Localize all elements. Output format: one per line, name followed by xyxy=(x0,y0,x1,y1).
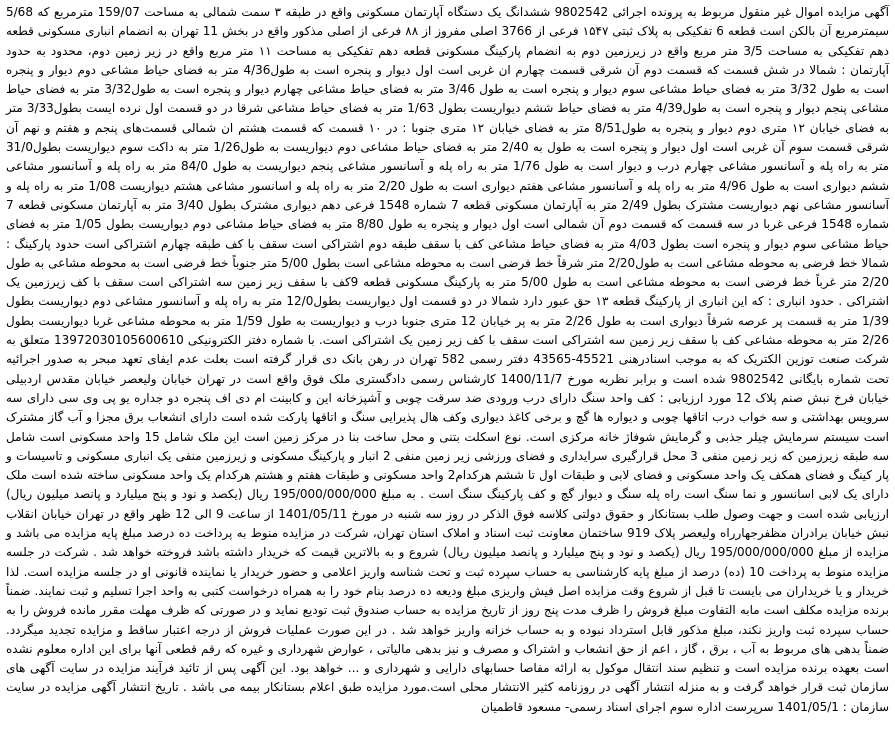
auction-notice-text: آگهی مزایده اموال غیر منقول مربوط به پرونده اجرائی 9802542 ششدانگ یک دستگاه آپارتمان مسکونی واقع در طبقه ۳ سمت شمالی به مساحت 159/07 مترمربع که 5/68 سیمترمربع آن بالکن است قطعه 6 تفکیکی به پلاک ثبتی ۱۵۴۷ فرعی از 3766 اصلی مفروز از ۸۸ فرعی از اصلی مذکور واقع در بخش 11 تهران به انضمام انباری مسکونی قطعه دهم تفکیکی به مساحت 3/5 متر مربع واقع در زیرزمین دوم به انضمام پارکینگ مسکونی قطعه دهم تفکیکی به مساحت ۱۱ متر مربع واقع در زیر زمین دوم، محدود به حدود آپارتمان : شمالا در شش قسمت که قسمت دوم آن شرقی قسمت چهارم ان غربی است اول دیوار و پنجره است به طول4/36 متر به فضای حیاط مشاعی دوم دیوار و پنجره است به طول 3/32 متر به فضای حیاط مشاعی سوم دیوار و پنجره است به طول 3/46 متر به فضای حیاط مشاعی چهارم دیوار و پنجره است به طول3/32 متر به فضای حیاط مشاعی پنجم دیوار و پنجره است به طول4/39 متر به فضای حیاط ششم دیواریست بطول 1/63 متر به فضای حیاط مشاعی شرقا در دو قسمت اول نرده ایست بطول3/33 متر به فضای خیابان ۱۲ متری دوم دیوار و پنجره به طول8/51 متر به فضای خیابان ۱۲ متری جنوبا : در ۱۰ قسمت که قسمت هشتم ان شمالی قسمت‌های پنجم و هفتم و نهم آن شرقی قسمت سوم آن غربی است اول دیوار و پنجره است به طول به 2/40 متر به فضای حیاط مشاعی دوم دیواریست به طول1/26 متر به داکت سوم دیواریست بطول31/0 متر به راه پله و آسانسور مشاعی چهارم درب و دیوار است به طول 1/76 متر به راه پله و آسانسور مشاعی پنجم دیواریست به طول 84/0 متر به راه پله و آسانسور مشاعی ششم دیواری است به طول 4/96 متر به راه پله و آسانسور مشاعی هفتم دیواری است به طول 2/20 متر به راه پله و اسانسور مشاعی هشتم دیواریست 1/08 متر به راه پله و آسانسور مشاعی نهم دیواریست مشترک بطول 2/49 متر به آپارتمان مسکونی قطعه 7 شماره 1548 فرعی دهم دیواری مشترک بطول 3/40 متر به آپارتمان مسکونی قطعه 7 شماره 1548 فرعی غربا در سه قسمت که قسمت دوم آن شمالی است اول دیوار و پنجره به طول 8/80 متر به فضای حیاط مشاعی دوم دیواریست بطول 1/05 متر به فضای حیاط مشاعی سوم دیوار و پنجره است بطول 4/03 متر به فضای حیاط مشاعی کف با سقف طبقه دوم اشتراکی است سقف با کف طبقه چهارم اشتراکی است حدود پارکینگ : شمالا خط فرضی به محوطه مشاعی است به طول2/20 متر شرقاً خط فرضی است به محوطه مشاعی است بطول 5/00 متر جنوباً خط فرضی است به محوطه مشاعی به طول 2/20 متر غرباً خط فرضی است به محوطه مشاعی است به طول 5/00 متر به پارکینگ مسکونی قطعه 9کف با سقف زیر زمین سه اشتراکی است سقف با کف زیرزمین یک اشتراکی . حدود انباری : که این انباری از پارکینگ قطعه ۱۳ حق عبور دارد شمالا در دو قسمت اول دیواریست بطول12/0 متر به راه پله و آسانسور مشاعی دوم دیواریست بطول 1/39 متر به قسمت پر عرصه شرقاً دیواری است به طول 2/26 متر به پر خیابان 12 متری جنوبا درب و دیواریست به طول 1/59 متر به محوطه مشاعی غربا دیواریست بطول 2/26 متر به محوطه مشاعی کف با سقف زیر زمین سه اشتراکی است سقف با کف زیر زمین یک اشتراکی است. با شماره دفتر الکترونیکی 13972030105600610 متعلق به شرکت صنعت توزین الکتریک که به موجب اسنادرهنی 45521-43565 دفتر رسمی 582 تهران در رهن بانک دی قرار گرفته است بعلت عدم ایفای تعهد مبحر به صدور اجرائیه تحت شماره بایگانی 9802542 شده است و برابر نظریه مورخ 1400/11/7 کارشناس رسمی دادگستری ملک فوق واقع است در تهران خیابان ولیعصر خیابان مقدس اردبیلی خیابان فرخ نبش صنم پلاک 12 مورد ارزیابی : کف واحد سنگ دارای درب ورودی ضد سرقت چوبی و آشپزخانه این و کابینت ام دی اف پنجره دو جداره یو پی وی سی دارای سه سرویس بهداشتی و سه خواب درب اتاقها چوبی و دیواره ها گچ و برخی کاغذ دیواری وکف هال پذیرایی سنگ و اتاقها پارکت شده است دارای انشعاب برق مجزا و آب گاز مشترک است سیستم سرمایش چیلر جذبی و گرمایش شوفاژ خانه مرکزی است. نوع اسکلت بتنی و محل ساخت بنا در مرکز زمین است این ملک شامل 15 واحد مسکونی است شامل سه طبقه زیرزمین که زیر زمین منفی 3 محل قرارگیری سرایداری و فضای ورزشی زیر زمین منفی 2 انبار و پارکینگ مسکونی و زیرزمین منفی یک انباری مسکونی و تاسیسات و پار کینگ و فضای همکف یک واحد مسکونی و فضای لابی و طبقات اول تا ششم هرکدام2 واحد مسکونی و طبقات هفتم و هشتم هرکدام یک واحد مسکونی ساخته شده است ملک دارای یک لابی اسانسور و نما سنگ است راه پله سنگ و دیوار گچ و کف پارکینگ سنگ است . به مبلغ 195/000/000/000 ریال (یکصد و نود و پنج میلیارد و پانصد میلیون ریال) ارزیابی شده است و جهت وصول طلب بستانکار و حقوق دولتی کلاسه فوق الذکر در روز سه شنبه در مورخ 1401/05/11 از ساعت 9 الی 12 ظهر واقع در تهران خیابان انقلاب نبش خیابان برادران مظفرجهارراه ولیعصر پلاک 919 ساختمان معاونت ثبت اسناد و املاک استان تهران، شرکت در مزایده منوط به پرداخت ده درصد مبلغ پایه مزایده می باشد و مزایده از مبلغ 195/000/000/000 ریال (یکصد و نود و پنج میلیارد و پانصد میلیون ریال) شروع و به بالاترین قیمت که خریدار داشته باشد فروخته خواهد شد . شرکت در جلسه مزایده منوط به پرداخت 10 (ده) درصد از مبلغ پایه کارشناسی به حساب سپرده ثبت و تحت شناسه واریز اعلامی و حضور خریدار یا نماینده قانونی او در جلسه مزایده است. لذا خریدار و یا خریداران می بایست تا قبل از شروع وقت مزایده اصل فیش واریزی مبلغ ودیعه ده درصد بنام خود را به همراه درخواست کتبی به واحد اجرا تسلیم و ثبت نمایند. ضمناً برنده مزایده مکلف است مابه التفاوت مبلغ فروش را ظرف مدت پنج روز از تاریخ مزایده به حساب صندوق ثبت تودیع نماید و در صورتی که ظرف مهلت مقرر مانده فروش را به حساب سپرده ثبت واریز نکند، مبلغ مذکور قابل استرداد نبوده و به حساب خزانه واریز خواهد شد . در این صورت عملیات فروش از درجه اعتبار ساقط و مزایده تجدید میگردد. ضمناً بدهی های مربوط به آب ، برق ، گاز ، اعم از حق انشعاب و اشتراک و مصرف و نیز بدهی مالیاتی ، عوارض شهرداری و غیره که رقم قطعی آنها برای این اداره معلوم نشده است بعهده برنده مزایده است و تنظیم سند انتقال موکول به ارائه مفاصا حسابهای دارایی و شهرداری و ... خواهد بود. این آگهی پس از تائید فرآیند مزایده در سایت آگهی های سازمان ثبت قرار خواهد گرفت و به منزله انتشار آگهی در روزنامه کثیر الانتشار محلی است.مورد مزایده طبق اعلام بستانکار بیمه می باشد . تاریخ انتشار آگهی مزایده در سایت سازمان : 1401/05/1 سرپرست اداره سوم اجرای اسناد رسمی- مسعود قاطمیان xyxy=(6,5,890,714)
